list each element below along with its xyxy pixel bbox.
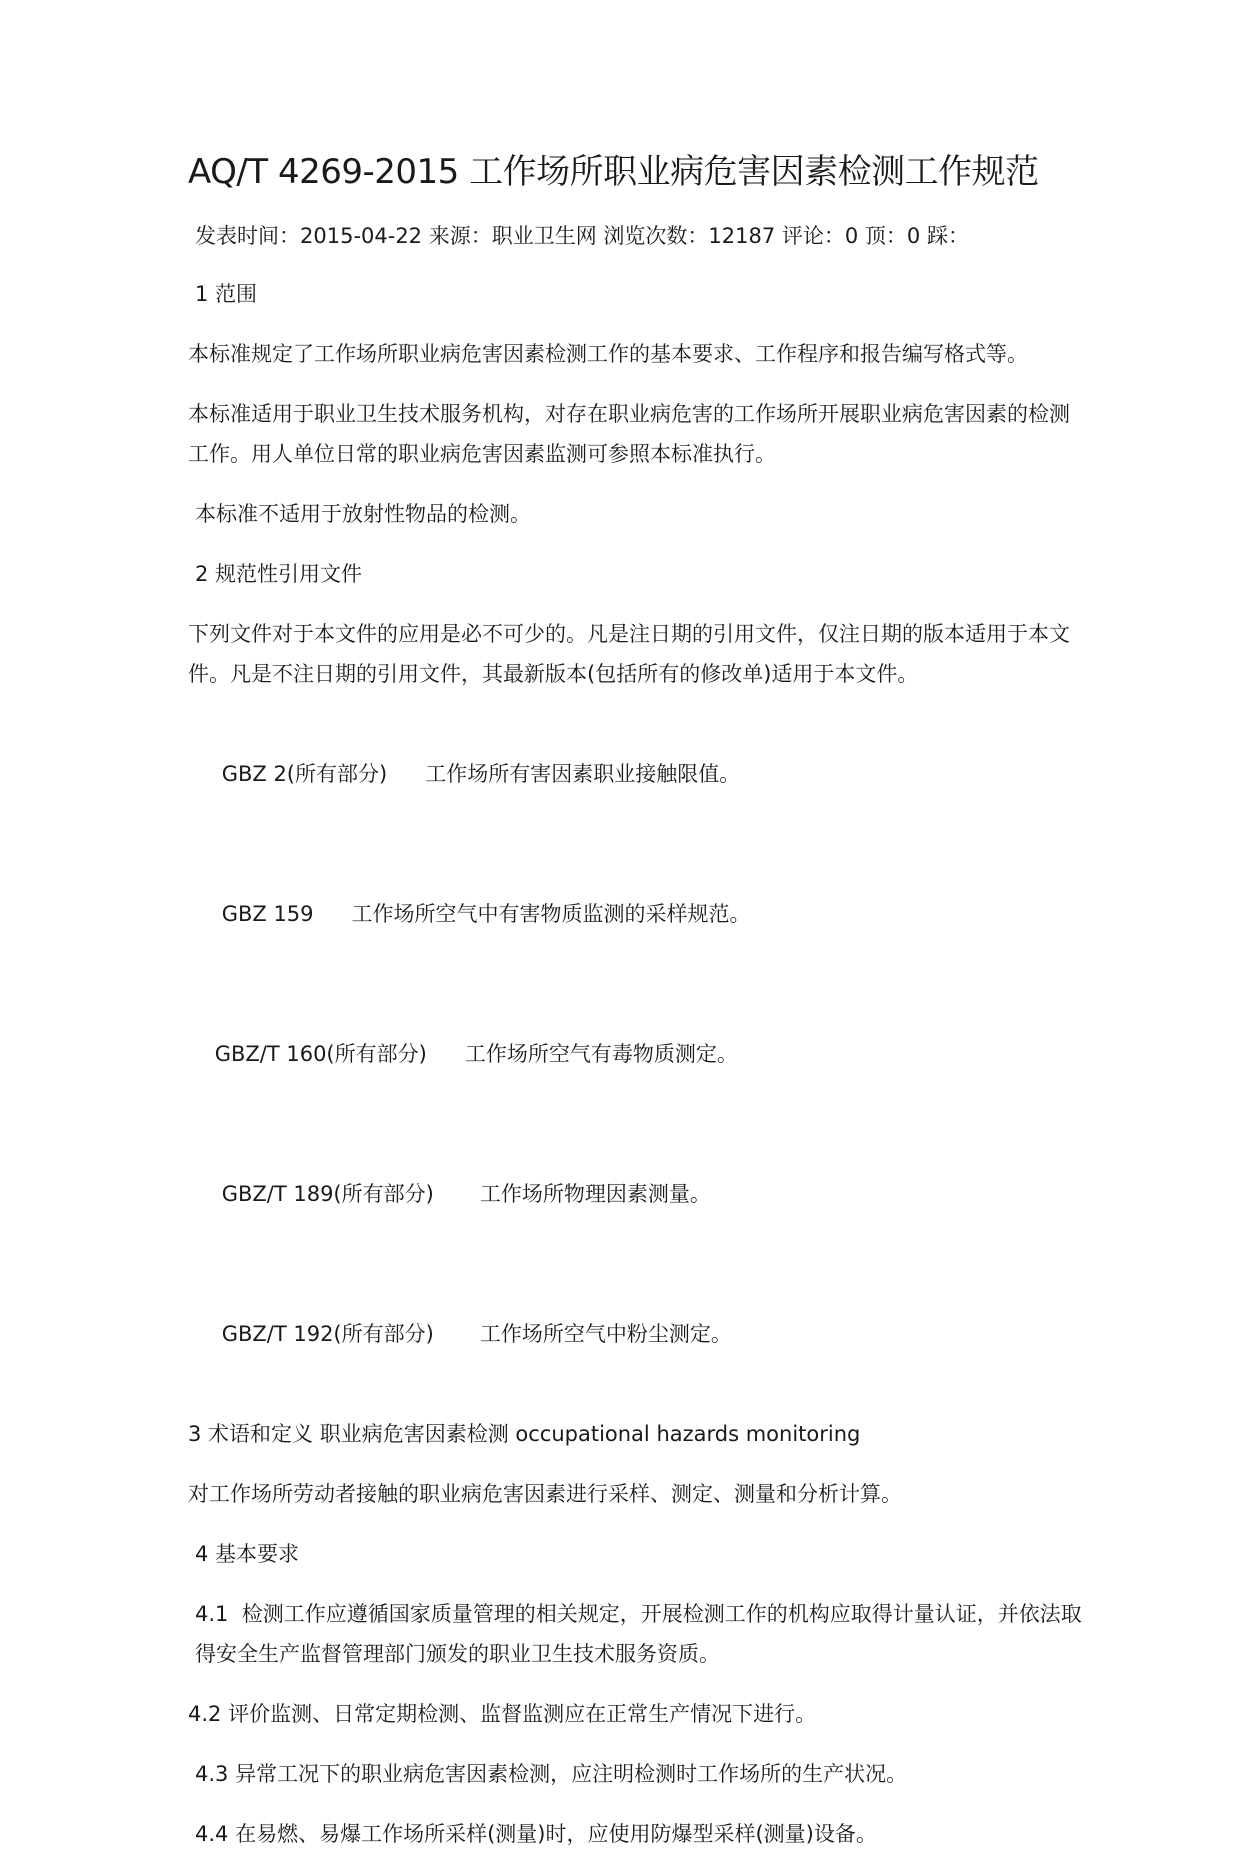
reference-code: GBZ 2(所有部分) — [221, 762, 388, 786]
document-page — [188, 150, 1088, 1874]
section-4-heading: 4 基本要求 — [195, 1542, 300, 1566]
reference-item — [188, 1274, 1088, 1394]
section-1-paragraph-1: 本标准规定了工作场所职业病危害因素检测工作的基本要求、工作程序和报告编写格式等。 — [188, 342, 1028, 366]
article-meta: 发表时间：2015-04-22 来源：职业卫生网 浏览次数：12187 评论：0 顶：0 踩： — [195, 224, 969, 248]
reference-item — [188, 1134, 1088, 1254]
reference-title: 工作场所物理因素测量。 — [479, 1182, 711, 1206]
section-1-heading: 1 范围 — [195, 282, 258, 306]
section-2-heading: 2 规范性引用文件 — [195, 562, 363, 586]
reference-code: GBZ 159 — [221, 902, 314, 926]
reference-code: GBZ/T 189(所有部分) — [221, 1182, 434, 1206]
section-3-paragraph-1: 对工作场所劳动者接触的职业病危害因素进行采样、测定、测量和分析计算。 — [188, 1482, 902, 1506]
reference-title: 工作场所空气有毒物质测定。 — [464, 1042, 738, 1066]
reference-item — [188, 854, 1088, 974]
document-title: AQ/T 4269-2015 工作场所职业病危害因素检测工作规范 — [188, 152, 1039, 192]
reference-code: GBZ/T 192(所有部分) — [221, 1322, 434, 1346]
section-1-paragraph-2: 本标准适用于职业卫生技术服务机构，对存在职业病危害的工作场所开展职业病危害因素的检测工作。用人单位日常的职业病危害因素监测可参照本标准执行。 — [188, 402, 1070, 466]
section-4-item: 4.2 评价监测、日常定期检测、监督监测应在正常生产情况下进行。 — [188, 1702, 817, 1726]
section-4-item: 4.1 检测工作应遵循国家质量管理的相关规定，开展检测工作的机构应取得计量认证，并依法取得安全生产监督管理部门颁发的职业卫生技术服务资质。 — [195, 1602, 1082, 1666]
reference-title: 工作场所空气中有害物质监测的采样规范。 — [351, 902, 751, 926]
section-3-heading: 3 术语和定义 职业病危害因素检测 occupational hazards monitoring — [188, 1422, 861, 1446]
reference-item — [188, 714, 1088, 834]
reference-title: 工作场所空气中粉尘测定。 — [479, 1322, 732, 1346]
reference-item — [188, 994, 1088, 1114]
reference-code: GBZ/T 160(所有部分) — [214, 1042, 427, 1066]
section-1-paragraph-3: 本标准不适用于放射性物品的检测。 — [195, 502, 531, 526]
section-2-paragraph-1: 下列文件对于本文件的应用是必不可少的。凡是注日期的引用文件，仅注日期的版本适用于本文件。凡是不注日期的引用文件，其最新版本(包括所有的修改单)适用于本文件。 — [188, 622, 1070, 686]
section-4-item: 4.3 异常工况下的职业病危害因素检测，应注明检测时工作场所的生产状况。 — [195, 1762, 908, 1786]
section-4-item: 4.4 在易燃、易爆工作场所采样(测量)时，应使用防爆型采样(测量)设备。 — [195, 1822, 877, 1846]
reference-title: 工作场所有害因素职业接触限值。 — [425, 762, 741, 786]
